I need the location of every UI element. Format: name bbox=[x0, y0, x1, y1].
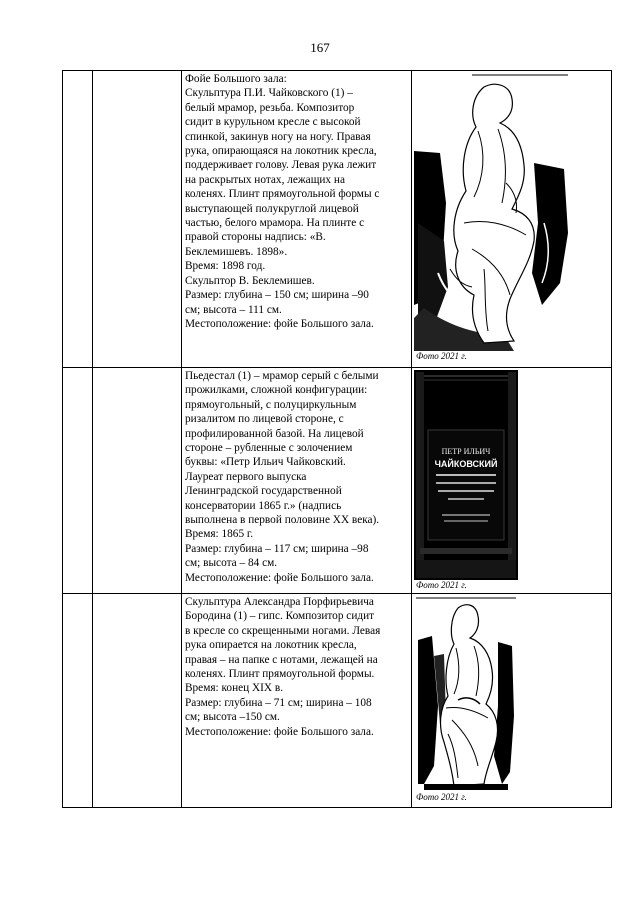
photo-cell bbox=[412, 594, 612, 808]
text-line: в кресле со скрещенными ногами. Левая bbox=[185, 624, 381, 637]
text-line: Местоположение: фойе Большого зала. bbox=[185, 571, 374, 584]
text-line: Скульптура П.И. Чайковского (1) – bbox=[185, 87, 353, 100]
photo-cell bbox=[412, 71, 612, 368]
text-line: поддерживает голову. Левая рука лежит bbox=[185, 159, 377, 172]
text-line: правая – на папке с нотами, лежащей на bbox=[185, 653, 378, 666]
text-line: профилированной базой. На лицевой bbox=[185, 427, 364, 440]
text-line: выступающей полукруглой лицевой bbox=[185, 202, 359, 215]
inscription-line-2: ЧАЙКОВСКИЙ bbox=[434, 459, 498, 469]
text-line: Беклемишевъ. 1898». bbox=[185, 245, 288, 258]
text-line: Время: 1865 г. bbox=[185, 528, 254, 541]
photo-caption: Фото 2021 г. bbox=[416, 580, 467, 590]
empty-cell bbox=[63, 594, 93, 808]
text-line: прожилками, сложной конфигурации: bbox=[185, 384, 368, 397]
text-line: коленях. Плинт прямоугольной формы с bbox=[185, 188, 380, 201]
text-line: Ленинградской государственной bbox=[185, 485, 342, 498]
table-row bbox=[63, 71, 612, 368]
empty-cell bbox=[63, 71, 93, 368]
description-text bbox=[182, 368, 411, 587]
text-line: прямоугольный, с полуциркульным bbox=[185, 398, 357, 411]
table-row bbox=[63, 368, 612, 594]
text-line: правой стороны надпись: «В. bbox=[185, 231, 326, 244]
text-line: спинкой, закинув ногу на ногу. Правая bbox=[185, 130, 371, 143]
text-line: консерватории 1865 г.» (надпись bbox=[185, 499, 342, 512]
empty-cell bbox=[93, 368, 182, 594]
text-line: буквы: «Петр Ильич Чайковский. bbox=[185, 456, 346, 469]
description-cell bbox=[182, 71, 412, 368]
text-line: Время: 1898 год. bbox=[185, 260, 266, 273]
inscription-line-1: ПЕТР ИЛЬИЧ bbox=[441, 447, 491, 456]
text-line: рука опирается на локотник кресла, bbox=[185, 639, 357, 652]
text-line: Скульптура Александра Порфирьевича bbox=[185, 596, 374, 608]
text-line: Местоположение: фойе Большого зала. bbox=[185, 317, 374, 330]
pedestal-photo bbox=[414, 370, 518, 580]
text-line: коленях. Плинт прямоугольной формы. bbox=[185, 668, 375, 681]
photo-cell bbox=[412, 368, 612, 594]
empty-cell bbox=[93, 71, 182, 368]
text-line: Лауреат первого выпуска bbox=[185, 470, 307, 483]
text-line: см; высота – 111 см. bbox=[185, 303, 282, 316]
description-text bbox=[182, 71, 411, 333]
text-line: Фойе Большого зала: bbox=[185, 73, 287, 85]
text-line: на раскрытых нотах, лежащих на bbox=[185, 173, 345, 186]
description-cell bbox=[182, 368, 412, 594]
text-line: сидит в курульном кресле с высокой bbox=[185, 116, 361, 129]
text-line: см; высота – 84 см. bbox=[185, 557, 278, 570]
text-line: белый мрамор, резьба. Композитор bbox=[185, 101, 355, 114]
empty-cell bbox=[63, 368, 93, 594]
text-line: Местоположение: фойе Большого зала. bbox=[185, 725, 374, 738]
monuments-table bbox=[62, 70, 612, 808]
text-line: Скульптор В. Беклемишев. bbox=[185, 274, 315, 287]
text-line: рука, опирающаяся на локотник кресла, bbox=[185, 145, 377, 158]
text-line: выполнена в первой половине XX века). bbox=[185, 514, 380, 527]
description-text bbox=[182, 594, 411, 741]
photo-caption: Фото 2021 г. bbox=[416, 792, 467, 802]
page-number: 167 bbox=[310, 40, 330, 55]
text-line: Время: конец XIX в. bbox=[185, 682, 284, 695]
text-line: Размер: глубина – 150 см; ширина –90 bbox=[185, 289, 369, 302]
table-row bbox=[63, 594, 612, 808]
tchaikovsky-statue-photo bbox=[414, 73, 568, 351]
text-line: Пьедестал (1) – мрамор серый с белыми bbox=[185, 370, 379, 382]
text-line: Размер: глубина – 117 см; ширина –98 bbox=[185, 542, 369, 555]
text-line: Бородина (1) – гипс. Композитор сидит bbox=[185, 610, 375, 623]
text-line: Размер: глубина – 71 см; ширина – 108 bbox=[185, 696, 372, 709]
text-line: частью, белого мрамора. На плинте с bbox=[185, 217, 365, 230]
text-line: ризалитом по лицевой стороне, с bbox=[185, 413, 344, 426]
description-cell bbox=[182, 594, 412, 808]
photo-caption: Фото 2021 г. bbox=[416, 351, 467, 361]
text-line: стороне – рубленные с золочением bbox=[185, 442, 353, 455]
empty-cell bbox=[93, 594, 182, 808]
borodin-statue-photo bbox=[414, 596, 518, 792]
text-line: см; высота –150 см. bbox=[185, 711, 280, 724]
